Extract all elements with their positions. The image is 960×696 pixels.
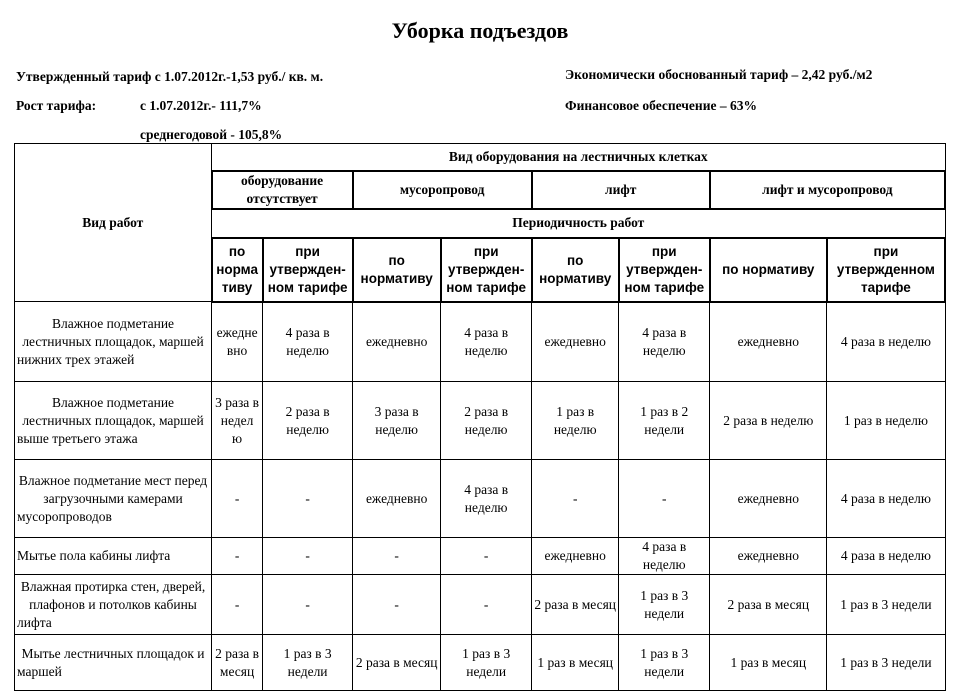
- table-cell: 4 раза в неделю: [441, 302, 532, 382]
- table-cell: ежедневно: [710, 538, 827, 575]
- table-cell: 1 раз в 3 недели: [619, 635, 710, 691]
- equipment-header: Вид оборудования на лестничных клетках: [212, 144, 945, 171]
- table-cell: ежедне вно: [212, 302, 263, 382]
- subheader-tariff-3: при утвержден-ном тарифе: [619, 238, 710, 302]
- table-cell: 1 раз в 3 недели: [827, 575, 945, 635]
- table-cell: -: [353, 575, 441, 635]
- periodicity-header: Периодичность работ: [212, 209, 945, 238]
- table-cell: 1 раз в 3 недели: [619, 575, 710, 635]
- table-cell: -: [441, 575, 532, 635]
- table-row: [15, 538, 946, 575]
- table-cell: 4 раза в неделю: [827, 538, 945, 575]
- table-cell: 4 раза в неделю: [827, 302, 945, 382]
- table-cell: 2 раза в неделю: [710, 382, 827, 460]
- economic-tariff: Экономически обоснованный тариф – 2,42 руб./м2: [565, 67, 873, 82]
- table-cell: -: [353, 538, 441, 575]
- equipment-elevator-and-chute: лифт и мусоропровод: [710, 171, 945, 209]
- work-name: Влажная протирка стен, дверей, плафонов и потолков кабины лифта: [15, 575, 212, 635]
- table-cell: 1 раз в неделю: [827, 382, 945, 460]
- table-cell: 2 раза в неделю: [441, 382, 532, 460]
- table-cell: -: [263, 575, 353, 635]
- table-row: [15, 635, 946, 691]
- table-cell: ежедневно: [532, 538, 619, 575]
- table-cell: -: [212, 538, 263, 575]
- header-row-equipment: [15, 144, 946, 171]
- table-cell: 1 раз в 3 недели: [441, 635, 532, 691]
- subheader-tariff-4: при утвержденном тарифе: [827, 238, 945, 302]
- table-cell: 1 раз в месяц: [710, 635, 827, 691]
- work-name: Мытье лестничных площадок и маршей: [15, 635, 212, 691]
- table-cell: ежедневно: [710, 302, 827, 382]
- table-cell: 2 раза в месяц: [353, 635, 441, 691]
- table-cell: ежедневно: [353, 460, 441, 538]
- table-cell: 2 раза в месяц: [212, 635, 263, 691]
- table-cell: 2 раза в месяц: [710, 575, 827, 635]
- table-cell: 1 раз в 3 недели: [263, 635, 353, 691]
- table-cell: -: [619, 460, 710, 538]
- work-type-header: Вид работ: [15, 144, 212, 302]
- table-row: [15, 382, 946, 460]
- work-name: Влажное подметание лестничных площадок, маршей нижних трех этажей: [15, 302, 212, 382]
- subheader-norm-1: по норма тиву: [212, 238, 263, 302]
- equipment-none: оборудование отсутствует: [212, 171, 353, 209]
- table-cell: -: [441, 538, 532, 575]
- table-cell: ежедневно: [532, 302, 619, 382]
- work-name: Мытье пола кабины лифта: [15, 538, 212, 575]
- equipment-elevator: лифт: [532, 171, 710, 209]
- table-row: [15, 302, 946, 382]
- table-row: [15, 575, 946, 635]
- table-cell: 3 раза в недел ю: [212, 382, 263, 460]
- table-row: [15, 460, 946, 538]
- cleaning-schedule-table: [14, 143, 946, 691]
- table-cell: -: [263, 538, 353, 575]
- work-name: Влажное подметание лестничных площадок, маршей выше третьего этажа: [15, 382, 212, 460]
- financing: Финансовое обеспечение – 63%: [565, 98, 757, 113]
- table-cell: -: [532, 460, 619, 538]
- table-cell: 4 раза в неделю: [263, 302, 353, 382]
- table-cell: ежедневно: [710, 460, 827, 538]
- table-cell: 4 раза в неделю: [619, 538, 710, 575]
- table-cell: 4 раза в неделю: [441, 460, 532, 538]
- table-cell: 4 раза в неделю: [827, 460, 945, 538]
- subheader-tariff-1: при утвержден-ном тарифе: [263, 238, 353, 302]
- equipment-garbage-chute: мусоропровод: [353, 171, 532, 209]
- subheader-norm-2: по нормативу: [353, 238, 441, 302]
- work-name: Влажное подметание мест перед загрузочными камерами мусоропроводов: [15, 460, 212, 538]
- table-cell: 1 раз в 3 недели: [827, 635, 945, 691]
- table-cell: -: [263, 460, 353, 538]
- table-cell: -: [212, 575, 263, 635]
- growth-label: Рост тарифа:: [16, 98, 97, 113]
- growth-value: с 1.07.2012г.- 111,7%: [140, 98, 262, 113]
- table-cell: 1 раз в неделю: [532, 382, 619, 460]
- table-cell: 4 раза в неделю: [619, 302, 710, 382]
- table-cell: 2 раза в месяц: [532, 575, 619, 635]
- table-cell: 1 раз в месяц: [532, 635, 619, 691]
- annual-average: среднегодовой - 105,8%: [140, 127, 283, 142]
- table-cell: ежедневно: [353, 302, 441, 382]
- page-title: Уборка подъездов: [391, 18, 569, 43]
- subheader-norm-3: по нормативу: [532, 238, 619, 302]
- table-cell: 1 раз в 2 недели: [619, 382, 710, 460]
- table-cell: -: [212, 460, 263, 538]
- table-cell: 3 раза в неделю: [353, 382, 441, 460]
- subheader-tariff-2: при утвержден-ном тарифе: [441, 238, 532, 302]
- table-cell: 2 раза в неделю: [263, 382, 353, 460]
- subheader-norm-4: по нормативу: [710, 238, 827, 302]
- approved-tariff: Утвержденный тариф с 1.07.2012г.-1,53 руб./ кв. м.: [16, 69, 324, 84]
